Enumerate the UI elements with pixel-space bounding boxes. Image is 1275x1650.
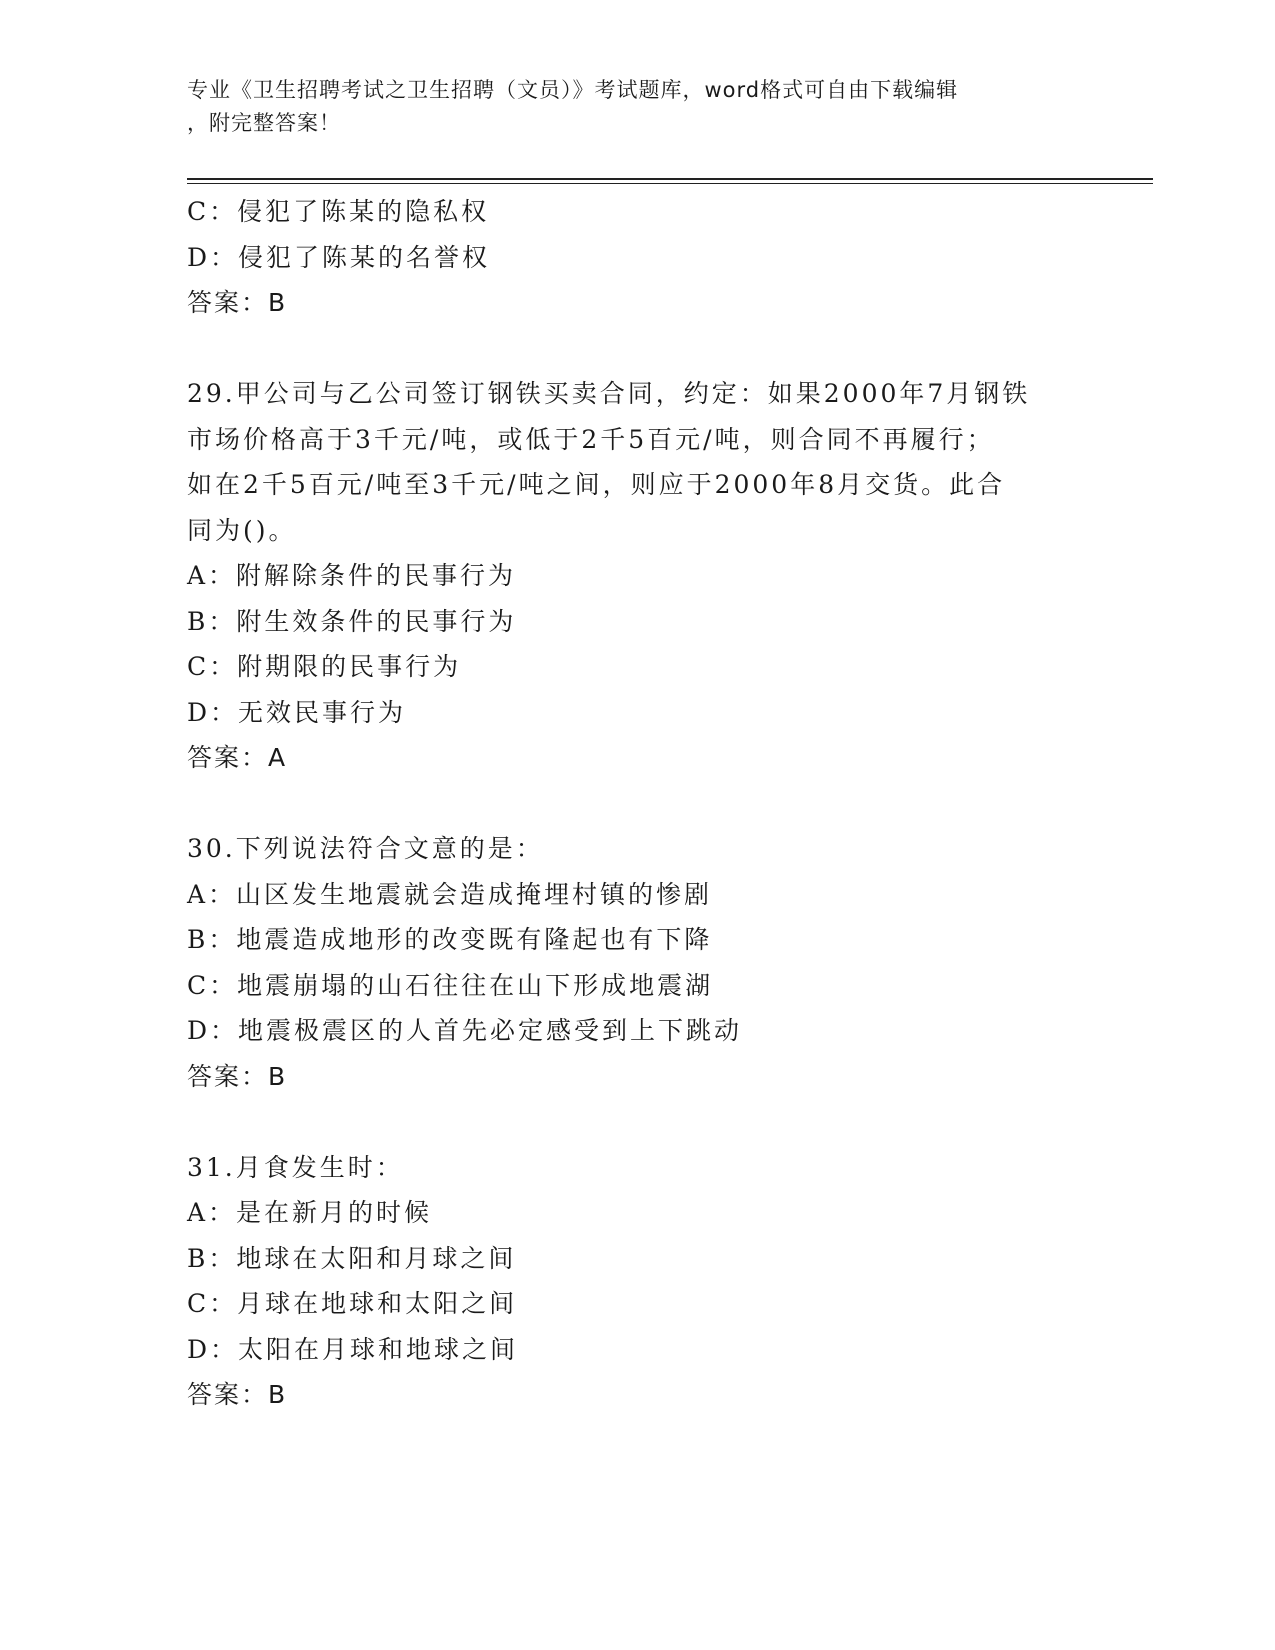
question-list: [187, 189, 1127, 1418]
option-b: B：地震造成地形的改变既有隆起也有下降: [187, 925, 713, 954]
spacer: [187, 781, 1127, 827]
question-stem-line: 31.月食发生时：: [187, 1152, 404, 1182]
question-31: [187, 1145, 1127, 1418]
spacer: [187, 1099, 1127, 1145]
option-b: B：地球在太阳和月球之间: [187, 1243, 517, 1273]
question-stem-line: 29.甲公司与乙公司签订钢铁买卖合同，约定：如果2000年7月钢铁: [187, 379, 1031, 408]
answer-line: 答案：B: [187, 288, 288, 317]
option-d: D：无效民事行为: [187, 697, 407, 727]
question-stem-line: 市场价格高于3千元/吨，或低于2千5百元/吨，则合同不再履行；: [187, 424, 995, 454]
option-b: B：附生效条件的民事行为: [187, 606, 517, 636]
header-divider-thin: [187, 183, 1153, 184]
question-stem-line: 如在2千5百元/吨至3千元/吨之间，则应于2000年8月交货。此合: [187, 470, 1006, 499]
option-a: A：山区发生地震就会造成掩埋村镇的惨剧: [187, 879, 713, 909]
spacer: [187, 326, 1127, 372]
header-divider-thick: [187, 178, 1153, 180]
question-28-tail: [187, 189, 1127, 326]
answer-line: 答案：B: [187, 1061, 288, 1091]
answer-line: 答案：B: [187, 1380, 288, 1409]
option-c: C：附期限的民事行为: [187, 652, 462, 681]
option-a: A：附解除条件的民事行为: [187, 561, 517, 590]
option-d: D：侵犯了陈某的名誉权: [187, 242, 491, 272]
option-c: C：月球在地球和太阳之间: [187, 1289, 518, 1318]
option-c: C：地震崩塌的山石往往在山下形成地震湖: [187, 970, 714, 1000]
option-d: D：地震极震区的人首先必定感受到上下跳动: [187, 1016, 743, 1045]
option-d: D：太阳在月球和地球之间: [187, 1334, 519, 1364]
header-line-2: ，附完整答案！: [187, 111, 341, 135]
document-header: [187, 74, 1067, 140]
question-30: [187, 826, 1127, 1099]
option-c: C：侵犯了陈某的隐私权: [187, 197, 490, 226]
header-line-1: 专业《卫生招聘考试之卫生招聘（文员）》考试题库，word格式可自由下载编辑: [187, 78, 959, 102]
question-stem-line: 同为()。: [187, 515, 297, 545]
option-a: A：是在新月的时候: [187, 1198, 433, 1227]
question-29: [187, 371, 1127, 781]
answer-line: 答案：A: [187, 743, 288, 772]
question-stem-line: 30.下列说法符合文意的是：: [187, 834, 544, 863]
